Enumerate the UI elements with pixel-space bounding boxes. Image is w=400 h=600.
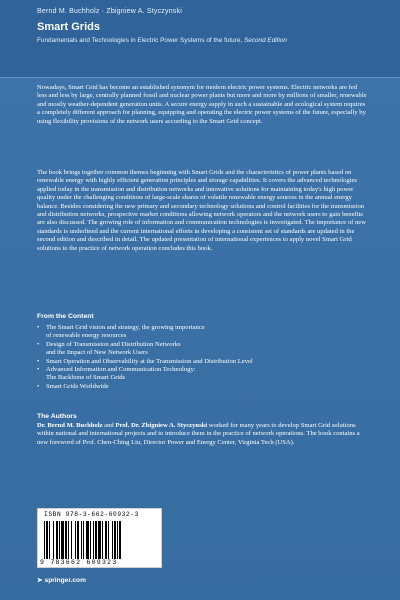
barcode-bar [98, 521, 101, 559]
barcode-bar [61, 521, 64, 559]
subtitle-edition: Second Edition [243, 37, 287, 44]
barcode-bars [44, 521, 156, 559]
isbn-label: ISBN 978-3-662-60932-3 [44, 511, 139, 518]
barcode-bar [93, 521, 94, 559]
barcode-bar [112, 521, 113, 559]
author-name-2: Prof. Dr. Zbigniew A. Styczynski [115, 422, 208, 429]
barcode-bar [75, 521, 76, 559]
barcode-bar [56, 521, 58, 559]
contents-heading: From the Content [37, 313, 94, 320]
barcode-bar [105, 521, 107, 559]
barcode-bar [117, 521, 118, 559]
contents-item-line: Smart Grids Worldwide [46, 382, 109, 390]
isbn-barcode [37, 508, 162, 568]
arrow-icon: ➤ [37, 577, 43, 584]
description-paragraph-2: The book brings together common themes beginning with Smart Grids and the characteristics of power plants based on renewable energy with highly efficient generation principles and storage capabilities. It covers the advanced technologies applied today in the transmission and distribution networks and innovative solutions for maintaining today's high power quality under the challenging conditions of large-scale shares of volatile renewable energy sources in the annual energy balance. Besides considering the new primary and secondary technology solutions and control facilities for the transmission and distribution networks, prospective market conditions allowing network operators and the network users to gain benefits are also discussed. The growing role of information and communication technologies is investigated. The importance of new standards is underlined and the current international efforts in developing a consistent set of standards are updated in the second edition and described in detail. The updated presentation of international experiences to apply novel Smart Grid solutions to the practice of network operation concludes this book. [37, 169, 366, 252]
contents-item-line: Design of Transmission and Distribution Networks [46, 340, 181, 348]
contents-item [37, 341, 367, 358]
barcode-bar [86, 521, 89, 559]
barcode-bar [77, 521, 79, 559]
book-title: Smart Grids [37, 21, 100, 33]
barcode-bar [65, 521, 67, 559]
contents-item [37, 358, 367, 366]
barcode-bar [71, 521, 72, 559]
barcode-bar [81, 521, 82, 559]
barcode-number: 9 783662 609323 [40, 559, 118, 566]
barcode-bar [119, 521, 121, 559]
contents-item-line: The Smart Grid vision and strategy, the growing importance [46, 324, 205, 331]
contents-item-line: Smart Operation and Observability at the Transmission and Distribution Level [46, 357, 253, 365]
contents-item-line: The Backbone of Smart Grids [46, 374, 126, 382]
barcode-bar [95, 521, 97, 559]
contents-item [37, 324, 367, 341]
barcode-bar [102, 521, 103, 559]
barcode-bar [49, 521, 50, 559]
authors-paragraph [37, 422, 367, 447]
authors-heading: The Authors [37, 413, 77, 420]
publisher-url [37, 576, 86, 584]
contents-item-line: of renewable energy resources [46, 332, 127, 340]
contents-list [37, 324, 367, 391]
book-subtitle [37, 37, 287, 44]
barcode-bar [44, 521, 45, 559]
description-paragraph-1: Nowadays, Smart Grid has become an established synonym for modern electric power systems. Electric networks are fed less and less by large, centrally planned fossil and nuclear power plants but more and more by millions of smaller, renewable and mostly weather-dependent generation units. A secure energy supply in such a sustainable and ecological system requires a completely different approach for planning, equipping and operating the electric power systems of the future, especially by using flexibility provisions of the network users according to the Smart Grid concept. [37, 84, 367, 125]
barcode-bar [108, 521, 109, 559]
barcode-bar [83, 521, 84, 559]
contents-item [37, 383, 367, 391]
author-names: Bernd M. Buchholz · Zbigniew A. Styczynski [37, 8, 182, 15]
author-name-1: Dr. Bernd M. Buchholz [37, 422, 103, 429]
authors-text: worked for many years to develop Smart Grid solutions within national and international projects and to introduce them in the practice of network operations. The book contains a new foreword of Prof. Chen-Ching Liu, Director Power and Energy Center, Virginia Tech (USA). [37, 422, 360, 446]
barcode-bar [114, 521, 116, 559]
barcode-bar [68, 521, 69, 559]
url-text: springer.com [44, 577, 86, 584]
contents-item-line: and the Impact of New Network Users [46, 349, 148, 357]
barcode-bar [90, 521, 91, 559]
barcode-bar [46, 521, 48, 559]
contents-item-line: Advanced Information and Communication Technology: [46, 366, 196, 374]
author-connector: and [104, 422, 114, 429]
subtitle-main: Fundamentals and Technologies in Electric Power Systems of the future, [37, 37, 243, 44]
contents-item [37, 366, 367, 383]
barcode-bar [59, 521, 60, 559]
barcode-bar [53, 521, 54, 559]
